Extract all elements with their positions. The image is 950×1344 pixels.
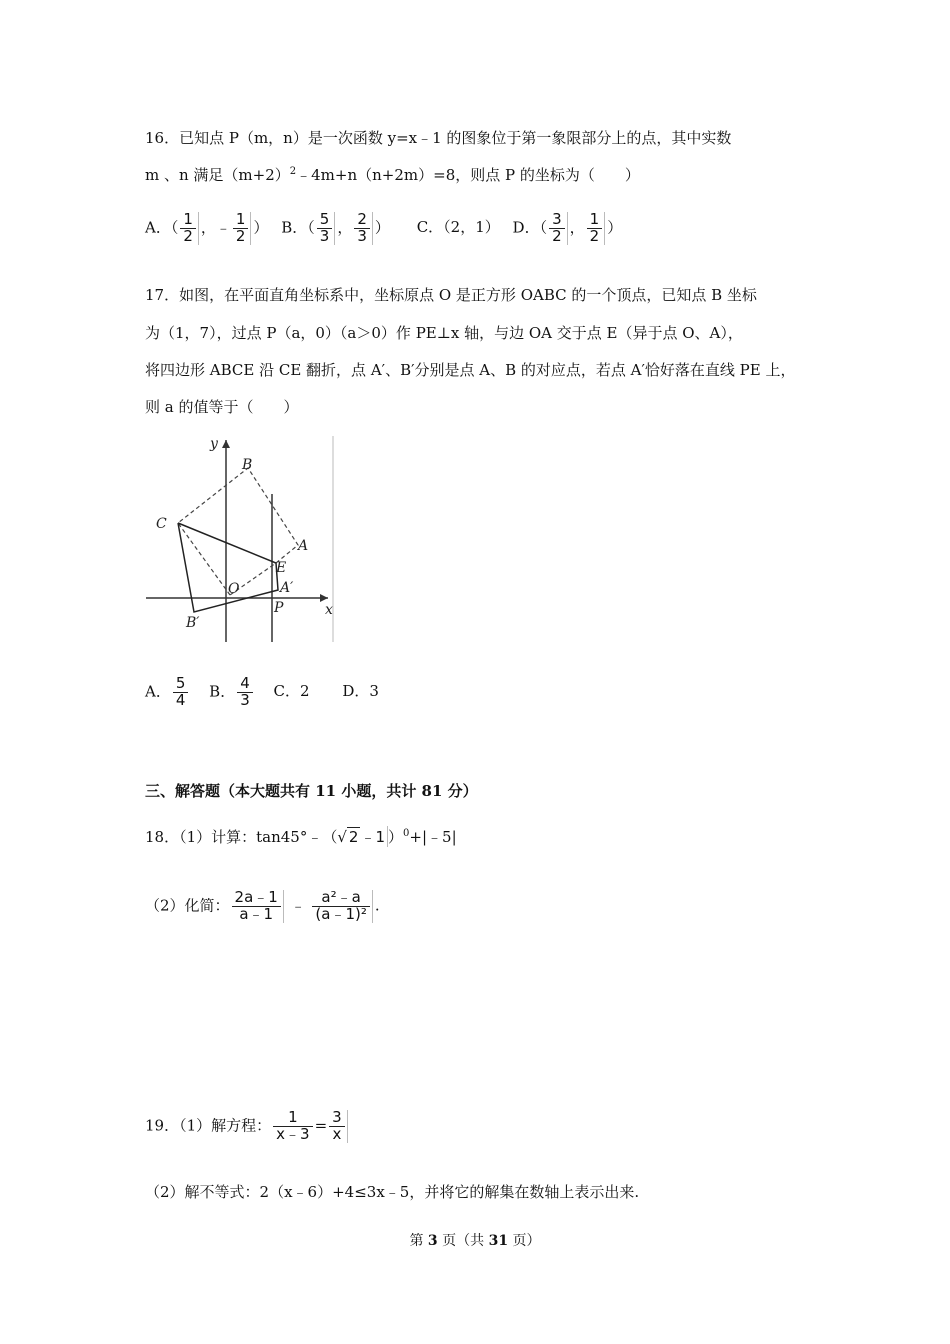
q17-line3: 将四边形 ABCE 沿 CE 翻折，点 A′、B′分别是点 A、B 的对应点，若点 A′恰好落在直线 PE 上， xyxy=(145,361,796,379)
q17-option-a xyxy=(145,676,190,709)
q16-options xyxy=(145,212,630,245)
numerator: 1 xyxy=(180,212,196,229)
fraction xyxy=(317,212,336,245)
q17-option-c: C．2 xyxy=(273,682,310,701)
numerator: 3 xyxy=(329,1110,345,1127)
y-arrow xyxy=(222,440,230,448)
denominator: (a﹣1)² xyxy=(315,904,367,923)
q17-a-label: A． xyxy=(145,682,171,701)
label-b: B xyxy=(242,457,253,473)
q16-d-mid: ， xyxy=(569,218,585,237)
q17-line4: 则 a 的值等于（ ） xyxy=(145,398,299,416)
denominator: 2 xyxy=(552,226,562,245)
denominator: 3 xyxy=(319,226,330,245)
denominator: x﹣3 xyxy=(276,1124,310,1143)
q16-a-end: ） xyxy=(253,218,269,237)
numerator: a²﹣a xyxy=(312,890,369,907)
q16-option-c: C．（2，1） xyxy=(416,218,500,237)
q18-end: . xyxy=(374,896,380,915)
q16-option-b xyxy=(281,212,390,245)
numerator: 1 xyxy=(273,1110,312,1127)
sqrt-expression: √ 2 ﹣1 xyxy=(337,826,388,847)
q18-part2 xyxy=(145,890,380,923)
numerator: 1 xyxy=(587,212,603,229)
fraction xyxy=(354,212,373,245)
page-footer xyxy=(0,1230,950,1250)
q16-b-mid: ， xyxy=(337,218,353,237)
label-c: C xyxy=(156,516,167,532)
label-a-prime: A′ xyxy=(280,580,294,596)
section-heading: 三、解答题（本大题共有 11 小题，共计 81 分） xyxy=(145,782,478,800)
q16-line2-b: ﹣4m+n（n+2m）=8，则点 P 的坐标为（ ） xyxy=(296,166,640,184)
fraction xyxy=(549,212,568,245)
q16-exponent: 2 xyxy=(289,166,297,177)
q16-line2-a: m 、n 满足（m+2） xyxy=(145,166,290,184)
q18-part1 xyxy=(145,826,457,847)
fraction xyxy=(180,212,199,245)
denominator: 2 xyxy=(235,226,246,245)
q17-b-label: B． xyxy=(209,682,236,701)
numerator: 5 xyxy=(317,212,333,229)
label-y: y xyxy=(210,436,218,452)
fraction xyxy=(312,890,372,923)
page-number: 3 xyxy=(427,1233,438,1249)
q18-p1-c: +|﹣5| xyxy=(409,828,457,846)
fraction xyxy=(173,676,189,709)
q18-p1-a: 18．（1）计算：tan45°﹣（ xyxy=(145,828,338,846)
denominator: 3 xyxy=(357,226,367,245)
denominator: 4 xyxy=(175,690,186,709)
denominator: a﹣1 xyxy=(239,904,274,923)
label-e: E xyxy=(276,560,287,576)
fraction xyxy=(237,676,253,709)
q16-d-label: D．（ xyxy=(512,218,548,237)
q19-p1-label: 19．（1）解方程： xyxy=(145,1116,272,1135)
q17-option-d: D．3 xyxy=(342,682,379,701)
q16-line1: 16．已知点 P（m，n）是一次函数 y=x﹣1 的图象位于第一象限部分上的点，其中实数 xyxy=(145,129,732,147)
denominator: 2 xyxy=(589,226,600,245)
fraction xyxy=(233,212,252,245)
label-a: A xyxy=(298,538,309,554)
radicand: 2 xyxy=(348,828,359,846)
coordinate-figure xyxy=(142,432,338,644)
numerator: 3 xyxy=(549,212,565,229)
q17-options xyxy=(145,676,387,709)
label-o: O xyxy=(228,581,240,597)
q16-a-label: A．（ xyxy=(145,218,179,237)
q17-line2: 为（1，7），过点 P（a，0）（a＞0）作 PE⊥x 轴，与边 OA 交于点 E（异于点 O、A）， xyxy=(145,324,743,342)
numerator: 1 xyxy=(233,212,249,229)
numerator: 2a﹣1 xyxy=(232,890,281,907)
q18-exponent: 0 xyxy=(403,828,410,839)
q16-line2 xyxy=(145,164,640,185)
page-total: 31 xyxy=(488,1233,509,1249)
fraction xyxy=(232,890,284,923)
q19-part1 xyxy=(145,1110,350,1143)
fraction xyxy=(329,1110,348,1143)
denominator: 3 xyxy=(240,690,250,709)
equals-sign: = xyxy=(314,1116,328,1135)
q17-option-b xyxy=(209,676,255,709)
denominator: 2 xyxy=(183,226,193,245)
label-p: P xyxy=(274,600,284,616)
fraction xyxy=(587,212,606,245)
q16-option-d xyxy=(513,212,623,245)
q16-option-a xyxy=(145,212,268,245)
q18-minus-one: ﹣1 xyxy=(360,828,386,846)
x-arrow xyxy=(320,594,328,602)
q18-p1-b: ） xyxy=(388,828,404,846)
denominator: x xyxy=(332,1124,342,1143)
q18-p2-label: （2）化简： xyxy=(145,896,230,915)
footer-a: 第 xyxy=(409,1233,428,1249)
numerator: 4 xyxy=(237,676,253,693)
q16-b-end: ） xyxy=(374,218,390,237)
fraction xyxy=(273,1110,312,1143)
numerator: 5 xyxy=(173,676,189,693)
q16-a-mid: ，﹣ xyxy=(200,218,231,237)
q16-b-label: B．（ xyxy=(281,218,315,237)
q16-d-end: ） xyxy=(607,218,623,237)
q17-line1: 17．如图，在平面直角坐标系中，坐标原点 O 是正方形 OABC 的一个顶点，已知点 B 坐标 xyxy=(145,286,757,304)
footer-b: 页（共 xyxy=(437,1233,489,1249)
q19-part2: （2）解不等式：2（x﹣6）+4≤3x﹣5，并将它的解集在数轴上表示出来. xyxy=(145,1183,640,1201)
numerator: 2 xyxy=(354,212,370,229)
footer-c: 页） xyxy=(508,1233,541,1249)
label-b-prime: B′ xyxy=(186,615,200,631)
label-x: x xyxy=(325,602,333,618)
q18-operator: ﹣ xyxy=(290,896,306,915)
